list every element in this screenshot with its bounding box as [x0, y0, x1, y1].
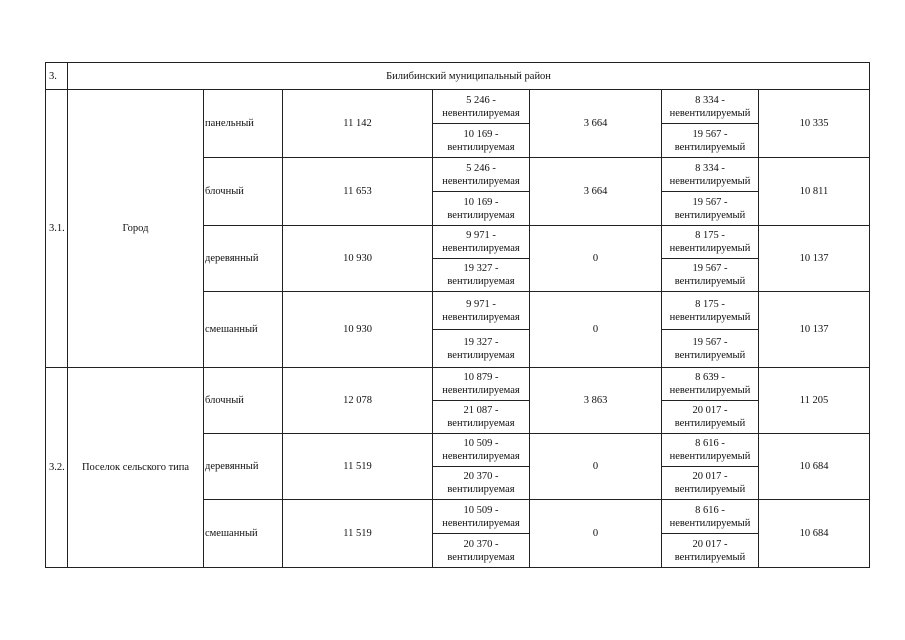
group-name: Поселок сельского типа [68, 368, 204, 568]
value-a-bottom: 10 169 - вентилируемая [433, 124, 530, 158]
table-row [46, 368, 870, 401]
section-number: 3. [46, 63, 68, 90]
value-a-bottom: 20 370 - вентилируемая [433, 467, 530, 500]
building-type: панельный [204, 90, 283, 158]
value-1: 11 519 [283, 434, 433, 500]
table-row [46, 90, 870, 124]
value-1: 10 930 [283, 226, 433, 292]
group-number: 3.1. [46, 90, 68, 368]
value-2: 0 [530, 500, 662, 568]
value-b-top: 8 616 - невентилируемый [662, 434, 759, 467]
value-b-bottom: 19 567 - вентилируемый [662, 330, 759, 368]
group-number: 3.2. [46, 368, 68, 568]
value-a-bottom: 19 327 - вентилируемая [433, 330, 530, 368]
value-2: 0 [530, 434, 662, 500]
value-3: 10 137 [759, 226, 870, 292]
value-a-top: 5 246 - невентилируемая [433, 158, 530, 192]
value-2: 3 664 [530, 90, 662, 158]
value-2: 3 863 [530, 368, 662, 434]
value-b-top: 8 175 - невентилируемый [662, 292, 759, 330]
building-type: блочный [204, 158, 283, 226]
value-1: 11 653 [283, 158, 433, 226]
value-a-top: 9 971 - невентилируемая [433, 292, 530, 330]
value-a-top: 5 246 - невентилируемая [433, 90, 530, 124]
section-title: Билибинский муниципальный район [68, 63, 870, 90]
value-a-top: 10 879 - невентилируемая [433, 368, 530, 401]
value-1: 11 142 [283, 90, 433, 158]
tariff-table [45, 62, 870, 568]
value-3: 11 205 [759, 368, 870, 434]
building-type: деревянный [204, 226, 283, 292]
value-1: 10 930 [283, 292, 433, 368]
value-b-top: 8 175 - невентилируемый [662, 226, 759, 259]
value-b-bottom: 19 567 - вентилируемый [662, 259, 759, 292]
value-a-bottom: 19 327 - вентилируемая [433, 259, 530, 292]
building-type: смешанный [204, 500, 283, 568]
value-a-top: 10 509 - невентилируемая [433, 500, 530, 534]
value-a-top: 9 971 - невентилируемая [433, 226, 530, 259]
value-b-bottom: 19 567 - вентилируемый [662, 192, 759, 226]
value-1: 11 519 [283, 500, 433, 568]
value-2: 0 [530, 226, 662, 292]
value-3: 10 335 [759, 90, 870, 158]
value-b-top: 8 616 - невентилируемый [662, 500, 759, 534]
value-2: 0 [530, 292, 662, 368]
value-b-bottom: 20 017 - вентилируемый [662, 534, 759, 568]
value-b-bottom: 20 017 - вентилируемый [662, 401, 759, 434]
value-b-top: 8 334 - невентилируемый [662, 158, 759, 192]
value-b-top: 8 639 - невентилируемый [662, 368, 759, 401]
value-2: 3 664 [530, 158, 662, 226]
group-name: Город [68, 90, 204, 368]
section-header-row [46, 63, 870, 90]
value-a-bottom: 10 169 - вентилируемая [433, 192, 530, 226]
value-a-bottom: 20 370 - вентилируемая [433, 534, 530, 568]
value-3: 10 684 [759, 434, 870, 500]
value-1: 12 078 [283, 368, 433, 434]
value-a-top: 10 509 - невентилируемая [433, 434, 530, 467]
value-a-bottom: 21 087 - вентилируемая [433, 401, 530, 434]
building-type: деревянный [204, 434, 283, 500]
building-type: блочный [204, 368, 283, 434]
value-b-bottom: 19 567 - вентилируемый [662, 124, 759, 158]
value-3: 10 811 [759, 158, 870, 226]
value-b-top: 8 334 - невентилируемый [662, 90, 759, 124]
building-type: смешанный [204, 292, 283, 368]
value-3: 10 137 [759, 292, 870, 368]
value-3: 10 684 [759, 500, 870, 568]
value-b-bottom: 20 017 - вентилируемый [662, 467, 759, 500]
